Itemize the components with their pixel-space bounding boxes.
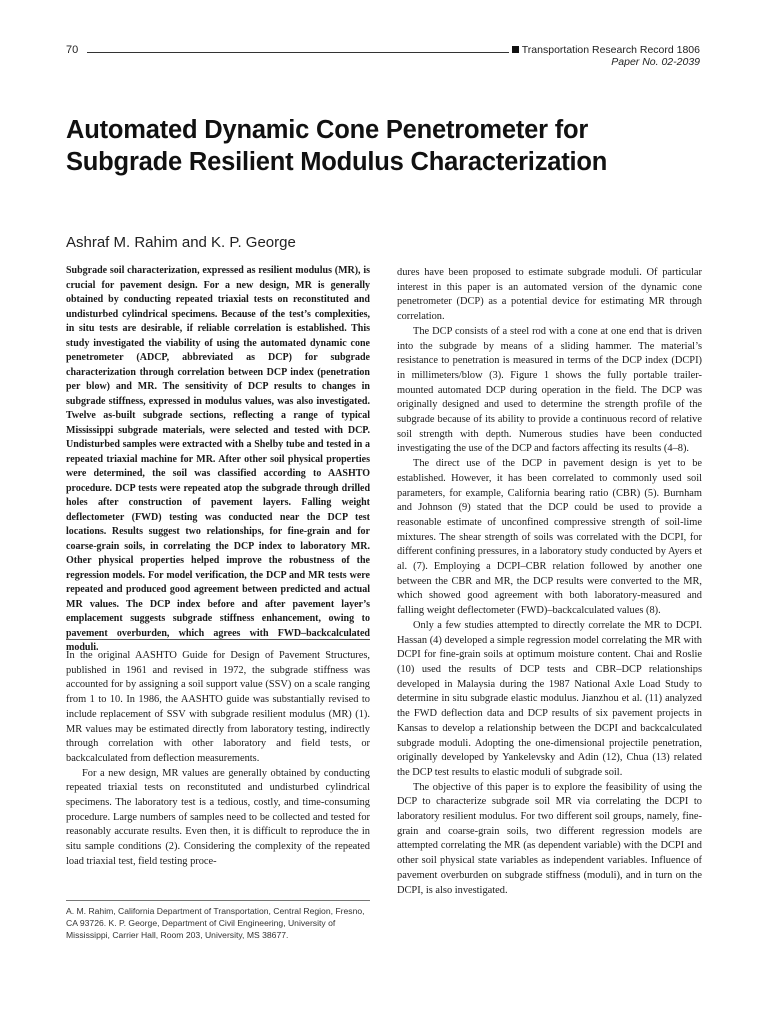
running-header <box>512 44 700 68</box>
author-affiliations-footnote: A. M. Rahim, California Department of Transportation, Central Region, Fresno, CA 93726. K. P. George, Department of Civil Engineering, University of Mississippi, Carrier Hall, Room 203, University, MS 38677. <box>66 906 365 940</box>
article-title: Automated Dynamic Cone Penetrometer for Subgrade Resilient Modulus Characterization <box>66 116 608 176</box>
page-number: 70 <box>66 44 79 56</box>
body-paragraph: The DCP consists of a steel rod with a cone at one end that is driven into the subgrade by means of a sliding hammer. The material’s resistance to penetration is measured in terms of the DCP index (DCPI) in millimeters/blow (3). Figure 1 shows the fully portable trailer-mounted automated DCP during operation in the field. The DCP was originally designed and used to determine the strength profile of the subgrade because of its ability to provide a continuous record of relative soil strength with depth. Numerous studies have been conducted investigating the use of the DCP and factors affecting its results (4–8). <box>397 325 702 455</box>
intro-paragraph: For a new design, MR values are generally obtained by conducting repeated triaxial tests on reconstituted and undisturbed cylindrical specimens. The laboratory test is a tedious, costly, and time-consuming procedure. Large numbers of samples need to be collected and tested for reasonably accurate results. Even then, it is difficult to reproduce the in situ sample conditions (2). Considering the complexity of the repeated load triaxial test, field testing proce- <box>66 767 370 867</box>
body-paragraph: The objective of this paper is to explore the feasibility of using the DCP to characterize subgrade soil MR via correlating the DCPI to laboratory resilient modulus. For two different soil groups, namely, fine-grain and coarse-grain soils, two different regression models are attempted correlating the MR (as dependent variable) with the DCPI and other soil physical state variables as independent variables. Influence of pavement overburden on subgrade stiffness (moduli), and in turn on the DCPI, is also investigated. <box>397 781 702 896</box>
journal-name: Transportation Research Record 1806 <box>512 44 700 56</box>
intro-paragraph: In the original AASHTO Guide for Design of Pavement Structures, published in 1961 and revised in 1972, the subgrade stiffness was accounted for by assigning a soil support value (SSV) on a scale ranging from 1 to 10. In 1986, the AASHTO guide was substantially revised to include replacement of SSV with subgrade resilient modulus (MR) (1). MR values may be estimated directly from laboratory testing, indirectly through correlation with other laboratory and field tests, or backcalculated from deflection measurements. <box>66 650 370 764</box>
authors: Ashraf M. Rahim and K. P. George <box>66 234 296 251</box>
square-bullet-icon <box>512 46 519 53</box>
body-paragraph: The direct use of the DCP in pavement design is yet to be established. However, it has been correlated to commonly used soil parameters, for example, California bearing ratio (CBR) (5). Burnham and Johnson (9) stated that the DCP could be used to provide a reasonable estimate of unconfined compressive strength of soil-lime mixtures. The shear strength of soils was correlated with the DCPI, for different confining pressures, in a laboratory study conducted by Ayers et al. (7). Employing a DCPI–CBR relation followed by another one between the CBR and MR, the DCP results were converted to the MR, which showed good agreement with both laboratory-measured and falling weight deflectometer (FWD)–backcalculated values (8). <box>397 458 702 617</box>
right-column <box>397 266 702 898</box>
header-rule <box>87 52 509 53</box>
abstract-text: Subgrade soil characterization, expressed as resilient modulus (MR), is crucial for pavement design. For a new design, MR is generally obtained by conducting repeated triaxial tests on reconstituted and undisturbed cylindrical specimens. Because of the test’s complexities, in situ tests are desirable, if reliable correlation is established. This study investigated the viability of using the automated dynamic cone penetrometer (ADCP, abbreviated as DCP) for subgrade characterization through correlation between DCP index (penetration per blow) and MR. The sensitivity of DCP results to changes in subgrade stiffness, expressed in modulus values, was also investigated. Twelve as-built subgrade sections, reflecting a range of typical Mississippi subgrade materials, were selected and tested with DCP. Undisturbed samples were extracted with a Shelby tube and tested in a repeated triaxial machine for MR. After other soil physical properties were determined, the soil was classified according to AASHTO procedure. DCP tests were repeated atop the subgrade through drilled holes after construction of pavement layers. Falling weight deflectometer (FWD) testing was conducted near the DCP test locations. Results suggest two relationships, for fine-grain and for coarse-grain soils, in correlating the DCP index to laboratory MR. Other physical properties helped improve the robustness of the regression models. For model verification, the DCP and MR tests were repeated and produced good agreement between predicted and actual MR values. The DCP index before and after pavement layer’s emplacement suggests subgrade stiffness enhancement, owing to pavement overburden, which agrees with FWD–backcalculated moduli. <box>66 265 370 653</box>
introduction <box>66 649 370 870</box>
abstract-separator <box>66 639 370 640</box>
abstract <box>66 264 370 656</box>
body-paragraph: dures have been proposed to estimate subgrade moduli. Of particular interest in this paper is an automated version of the dynamic cone penetrometer (DCP) as a potential device for estimating MR through correlation. <box>397 267 702 323</box>
body-paragraph: Only a few studies attempted to directly correlate the MR to DCPI. Hassan (4) developed a simple regression model correlating the MR with DCPI for fine-grain soils at optimum moisture content. Chai and Roslie (10) used the results of DCP tests and CBR–DCP relationships developed in Malaysia during the 1987 National Axle Load Study to determine in situ subgrade elastic modulus. Jianzhou et al. (11) analyzed the FWD deflection data and DCP results of six pavement projects in Kansas to develop a relationship between the DCPI and backcalculated subgrade moduli. Adopting the one-dimensional projectile penetration, originally developed by Yankelevsky and Adin (12), Chua (13) related the DCP test results to elastic moduli of subgrade soil. <box>397 619 702 778</box>
paper-number: Paper No. 02-2039 <box>611 56 700 68</box>
footnote-rule <box>66 900 370 901</box>
